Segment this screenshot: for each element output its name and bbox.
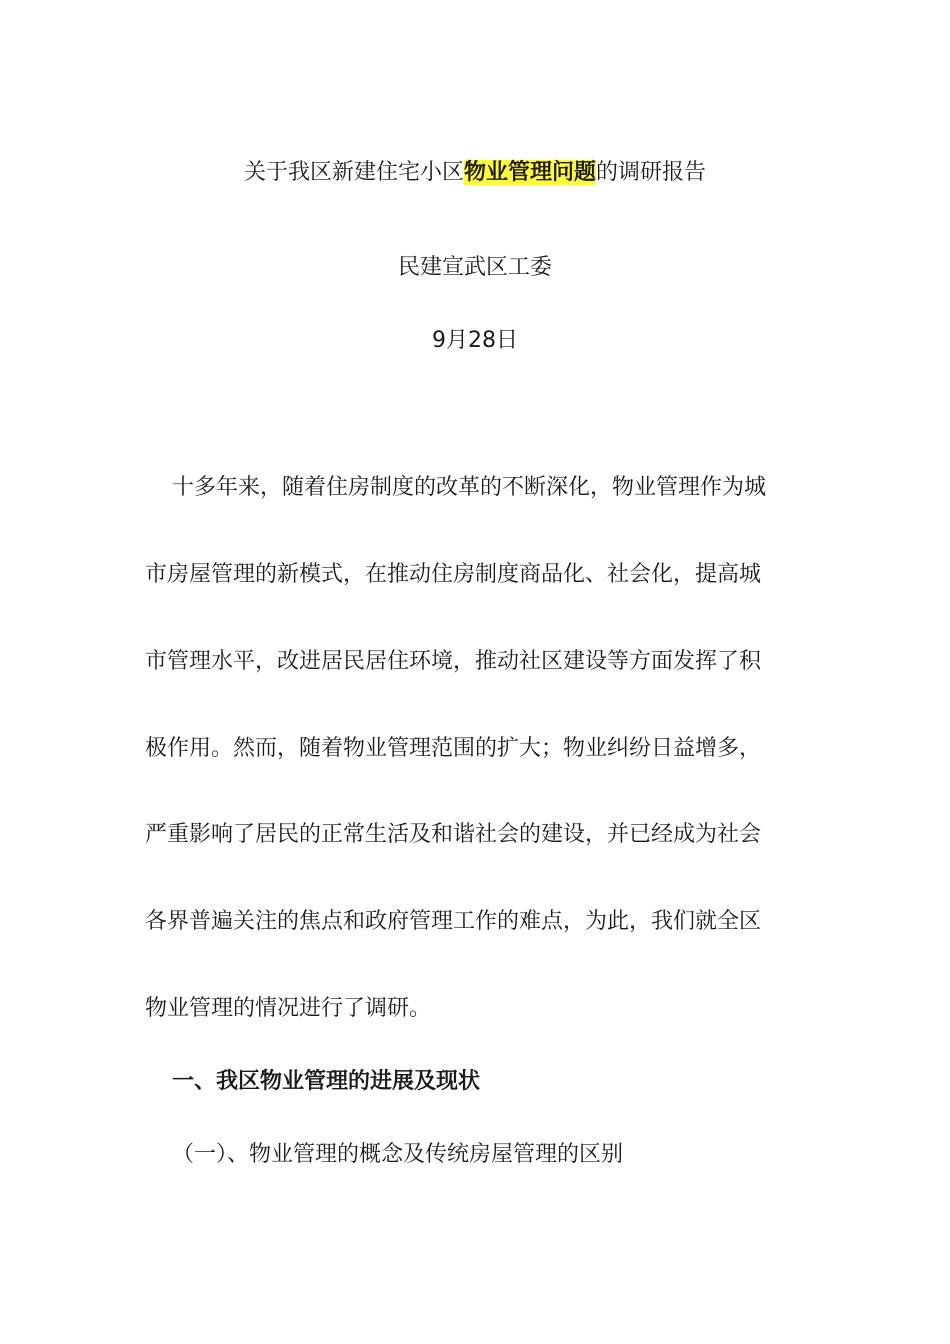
organization-name: 民建宣武区工委	[397, 255, 552, 280]
intro-line: 严重影响了居民的正常生活及和谐社会的建设，并已经成为社会	[145, 822, 762, 847]
intro-line: 市房屋管理的新模式，在推动住房制度商品化、社会化，提高城	[145, 562, 762, 587]
document-title	[0, 158, 950, 188]
intro-line: 十多年来，随着住房制度的改革的不断深化，物业管理作为城	[172, 475, 767, 500]
title-highlight: 物业管理问题	[463, 160, 596, 185]
intro-line: 各界普遍关注的焦点和政府管理工作的难点，为此，我们就全区	[145, 909, 762, 934]
intro-line: 极作用。然而，随着物业管理范围的扩大；物业纠纷日益增多，	[145, 736, 762, 761]
intro-line: 市管理水平，改进居民居住环境，推动社区建设等方面发挥了积	[145, 649, 762, 674]
title-prefix: 关于我区新建住宅小区	[243, 160, 464, 185]
section-heading: 一、我区物业管理的进展及现状	[172, 1069, 481, 1094]
intro-line: 物业管理的情况进行了调研。	[145, 996, 432, 1021]
document-date: 9月28日	[432, 328, 518, 353]
subsection-heading: （一）、物业管理的概念及传统房屋管理的区别	[172, 1142, 624, 1167]
title-suffix: 的调研报告	[596, 160, 707, 185]
